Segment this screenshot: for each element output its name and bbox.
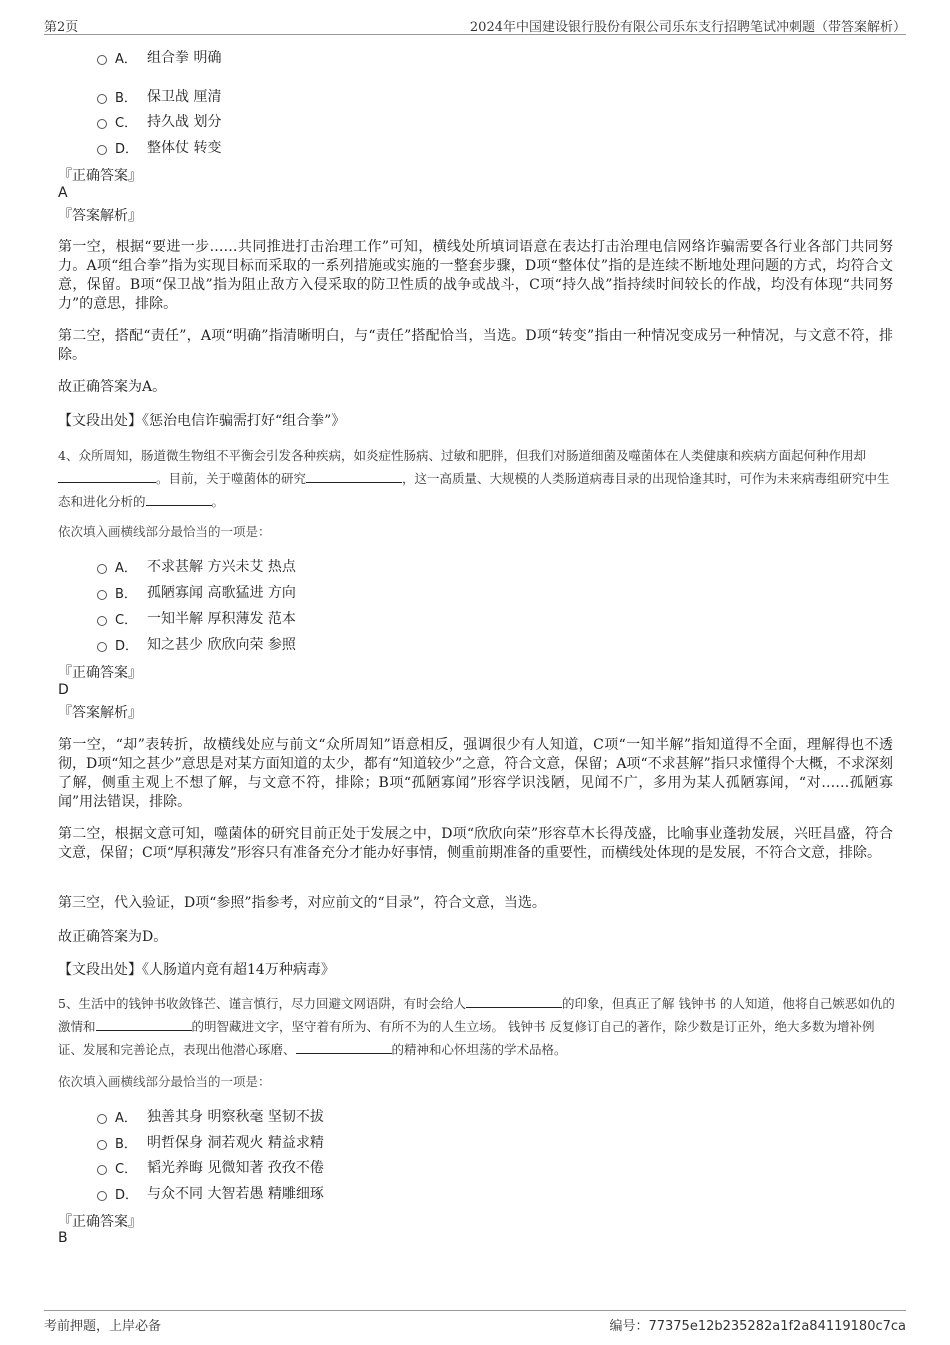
fill-blank[interactable]	[296, 1039, 392, 1054]
radio-icon[interactable]	[97, 590, 107, 600]
radio-icon[interactable]	[97, 119, 107, 129]
q4-option-a[interactable]: A． 不求甚解 方兴未艾 热点	[97, 556, 296, 576]
document-title: 2024年中国建设银行股份有限公司乐东支行招聘笔试冲刺题（带答案解析）	[469, 20, 906, 35]
page-header	[44, 14, 906, 35]
q5-hint: 依次填入画横线部分最恰当的一项是：	[58, 1074, 271, 1089]
q4-analysis-para-3: 第三空，代入验证，D项“参照”指参考，对应前文的“目录”，符合文意，当选。	[58, 895, 546, 911]
footer-slogan: 考前押题，上岸必备	[44, 1319, 162, 1334]
q3-option-a[interactable]: A． 组合拳 明确	[97, 47, 221, 67]
page-number: 第2页	[44, 20, 79, 35]
q5-option-b[interactable]: B． 明哲保身 洞若观火 精益求精	[97, 1132, 324, 1152]
fill-blank[interactable]	[146, 491, 212, 506]
q5-option-a[interactable]: A． 独善其身 明察秋毫 坚韧不拔	[97, 1106, 324, 1126]
q4-analysis-label: 『答案解析』	[58, 705, 142, 721]
page-footer	[44, 1310, 906, 1337]
q3-analysis-para-2: 第二空，搭配“责任”，A项“明确”指清晰明白，与“责任”搭配恰当，当选。D项“转变”指由一种情况变成另一种情况，与文意不符，排除。	[58, 328, 893, 363]
q5-stem: 5、生活中的钱钟书收敛锋芒、谨言慎行，尽力回避文网语阱，有时会给人 的印象，但真正了解 钱钟书 的人知道，他将自己嫉恶如仇的激情和 的明智藏进文字，坚守着有所为、有所不为的人生立场。 钱钟书 反复修订自己的著作，除少数是订正外，绝大多数为增补例证、发展和完善论点，表现出他潜心琢磨、 的精神和心怀坦荡的学术品格。	[58, 992, 898, 1061]
radio-icon[interactable]	[97, 564, 107, 574]
radio-icon[interactable]	[97, 1165, 107, 1175]
q4-analysis-para-1: 第一空，“却”表转折，故横线处应与前文“众所周知”语意相反，强调很少有人知道，C项“一知半解”指知道得不全面，理解得也不透彻，D项“知之甚少”意思是对某方面知道的太少，都有“知道较少”之意，符合文意，保留；A项“不求甚解”指只求懂得个大概，不求深刻了解，侧重主观上不想了解，与文意不符，排除；B项“孤陋寡闻”形容学识浅陋，见闻不广，多用为某人孤陋寡闻，“对……孤陋寡闻”用法错误，排除。	[58, 737, 893, 810]
q3-analysis-para-1: 第一空，根据“要进一步……共同推进打击治理工作”可知，横线处所填词语意在表达打击治理电信网络诈骗需要各行业各部门共同努力。A项“组合拳”指为实现目标而采取的一系列措施或实施的一整套步骤，D项“整体仗”指的是连续不断地处理问题的方式，均符合文意，保留。B项“保卫战”指为阻止敌方入侵采取的防卫性质的战争或战斗，C项“持久战”指持续时间较长的作战，均没有体现“共同努力”的意思，排除。	[58, 239, 893, 312]
q3-answer: A	[58, 185, 68, 201]
q4-answer-label: 『正确答案』	[58, 665, 142, 681]
radio-icon[interactable]	[97, 1114, 107, 1124]
radio-icon[interactable]	[97, 642, 107, 652]
q3-source: 【文段出处】《惩治电信诈骗需打好“组合拳”》	[58, 413, 346, 429]
q4-source: 【文段出处】《人肠道内竟有超14万种病毒》	[58, 962, 335, 978]
q4-hint: 依次填入画横线部分最恰当的一项是：	[58, 524, 271, 539]
q3-option-c[interactable]: C． 持久战 划分	[97, 111, 221, 131]
q3-analysis-para-3: 故正确答案为A。	[58, 379, 167, 395]
document-id: 编号：77375e12b235282a1f2a84119180c7ca	[609, 1319, 906, 1334]
radio-icon[interactable]	[97, 1140, 107, 1150]
radio-icon[interactable]	[97, 616, 107, 626]
fill-blank[interactable]	[96, 1016, 192, 1031]
radio-icon[interactable]	[97, 145, 107, 155]
q3-option-d[interactable]: D． 整体仗 转变	[97, 137, 221, 157]
fill-blank[interactable]	[58, 468, 156, 483]
q4-answer: D	[58, 682, 69, 698]
q5-option-d[interactable]: D． 与众不同 大智若愚 精雕细琢	[97, 1183, 324, 1203]
q5-answer: B	[58, 1230, 68, 1246]
radio-icon[interactable]	[97, 94, 107, 104]
q4-analysis-para-2: 第二空，根据文意可知，噬菌体的研究目前正处于发展之中，D项“欣欣向荣”形容草木长得茂盛，比喻事业蓬勃发展，兴旺昌盛，符合文意，保留；C项“厚积薄发”形容只有准备充分才能办好事情，侧重前期准备的重要性，而横线处体现的是发展，不符合文意，排除。	[58, 826, 893, 861]
q3-option-b[interactable]: B． 保卫战 厘清	[97, 86, 221, 106]
q5-answer-label: 『正确答案』	[58, 1214, 142, 1230]
radio-icon[interactable]	[97, 1191, 107, 1201]
q4-analysis-para-4: 故正确答案为D。	[58, 929, 168, 945]
q4-option-c[interactable]: C． 一知半解 厚积薄发 范本	[97, 608, 296, 628]
radio-icon[interactable]	[97, 55, 107, 65]
q3-answer-label: 『正确答案』	[58, 168, 142, 184]
fill-blank[interactable]	[466, 993, 562, 1008]
q4-option-b[interactable]: B． 孤陋寡闻 高歌猛进 方向	[97, 582, 296, 602]
q5-option-c[interactable]: C． 韬光养晦 见微知著 孜孜不倦	[97, 1157, 324, 1177]
q4-stem: 4、众所周知，肠道微生物组不平衡会引发各种疾病，如炎症性肠病、过敏和肥胖，但我们对肠道细菌及噬菌体在人类健康和疾病方面起何种作用却。目前，关于噬菌体的研究 ，这一高质量、大规模的人类肠道病毒目录的出现恰逢其时，可作为未来病毒组研究中生态和进化分析的 。	[58, 448, 890, 509]
fill-blank[interactable]	[306, 468, 402, 483]
q4-option-d[interactable]: D． 知之甚少 欣欣向荣 参照	[97, 634, 296, 654]
q3-analysis-label: 『答案解析』	[58, 208, 142, 224]
